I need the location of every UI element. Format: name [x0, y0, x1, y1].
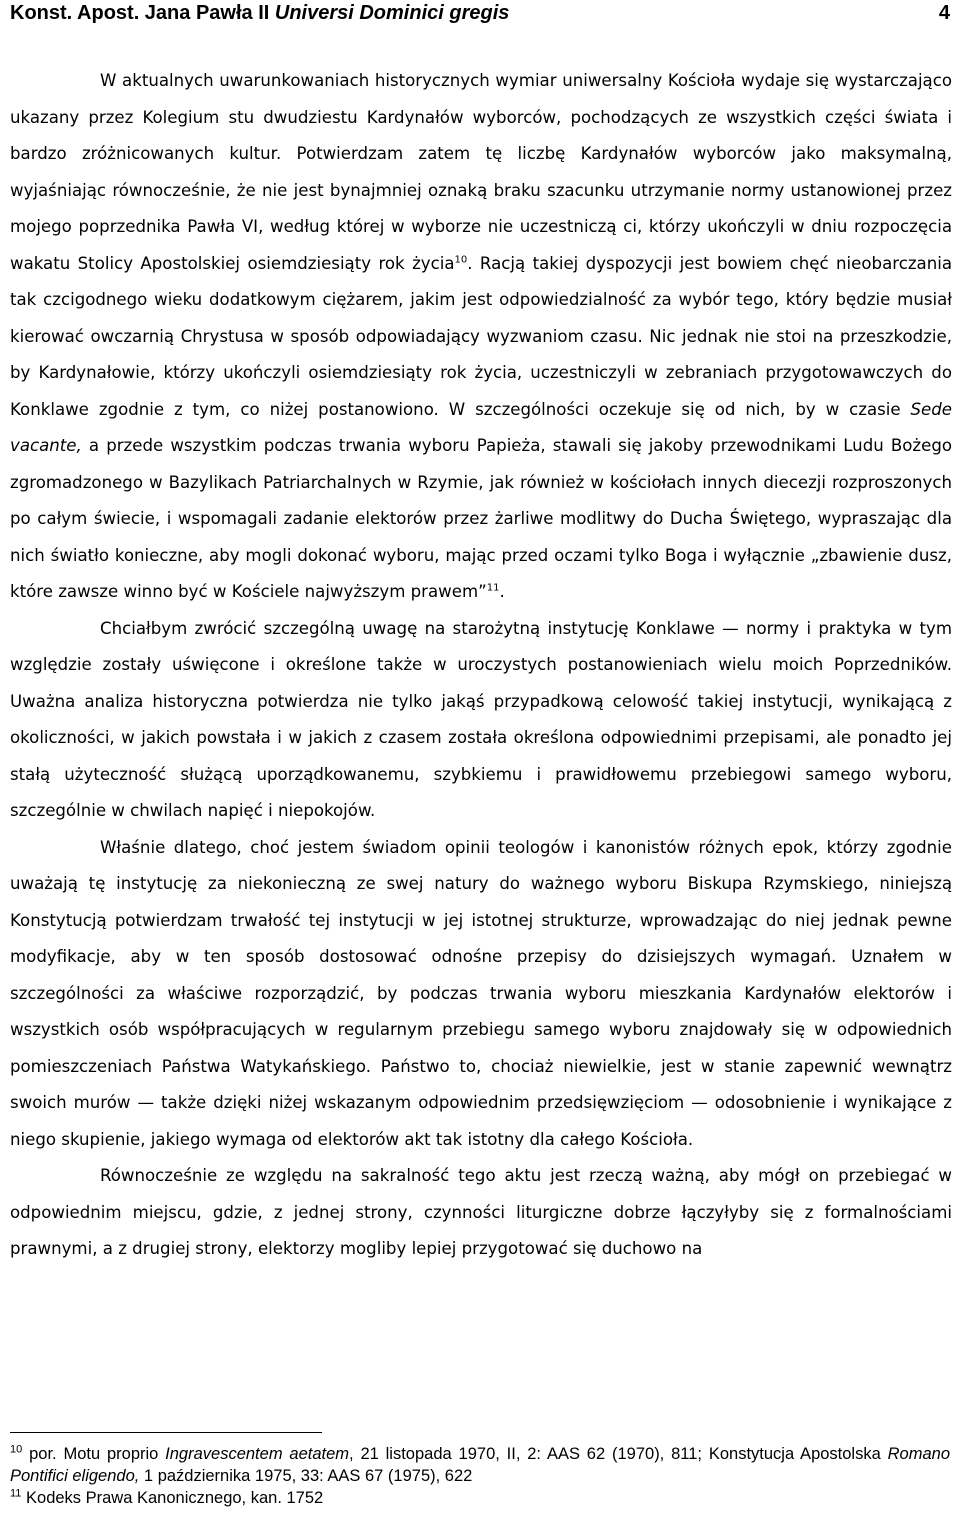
- text-run: por. Motu proprio: [22, 1445, 166, 1463]
- header-prefix: Konst. Apost. Jana Pawła II: [10, 1, 275, 24]
- text-run: , 21 listopada 1970, II, 2: AAS 62 (1970), 811; Konstytucja Apostolska: [349, 1445, 888, 1463]
- body-text: [10, 63, 952, 1268]
- text-run: .: [499, 582, 505, 601]
- footnote-number: 11: [10, 1487, 22, 1500]
- italic-text: Ingravescentem aetatem: [165, 1445, 350, 1463]
- header-title: [10, 2, 509, 25]
- paragraph: [10, 611, 952, 830]
- text-run: 1 października 1975, 33: AAS 67 (1975), 622: [139, 1467, 473, 1485]
- page-number: 4: [938, 1, 950, 24]
- italic-text: Romano Pontifici eligendo,: [10, 1445, 950, 1485]
- text-run: W aktualnych uwarunkowaniach historycznych wymiar uniwersalny Kościoła wydaje się wystarczająco ukazany przez Kolegium stu dwudziestu Kardynałów wyborców, pochodzących ze wszystkich części świata i bardzo zróżnicowanych kultur. Potwierdzam zatem tę liczbę Kardynałów wyborców jako maksymalną, wyjaśniając równocześnie, że nie jest bynajmniej oznaką braku szacunku utrzymanie normy ustanowionej przez mojego poprzednika Pawła VI, według której w wyborze nie uczestniczą ci, którzy ukończyli w dniu rozpoczęcia wakatu Stolicy Apostolskiej osiemdziesiąty rok życia: [10, 71, 952, 273]
- text-run: Właśnie dlatego, choć jestem świadom opinii teologów i kanonistów różnych epok, którzy zgodnie uważają tę instytucję za niekonieczną ze swej natury do ważnego wyboru Biskupa Rzymskiego, niniejszą Konstytucją potwierdzam trwałość tej instytucji w jej istotnej strukturze, wprowadzając do niej jednak pewne modyfikacje, aby w ten sposób dostosować odnośne przepisy do dzisiejszych wymagań. Uznałem w szczególności za właściwe rozporządzić, by podczas trwania wyboru mieszkania Kardynałów elektorów i wszystkich osób współpracujących w regularnym przebiegu samego wyboru znajdowały się w odpowiednich pomieszczeniach Państwa Watykańskiego. Państwo to, chociaż niewielkie, jest w stanie zapewnić wewnątrz swoich murów — także dzięki niżej wskazanym odpowiednim przedsięwzięciom — odosobnienie i wynikające z niego skupienie, jakiego wymaga od elektorów akt tak istotny dla całego Kościoła.: [10, 837, 952, 1149]
- paragraph: [10, 1158, 952, 1268]
- footnotes: [10, 1443, 950, 1509]
- footnote-reference: 10: [454, 253, 468, 265]
- footnote: [10, 1443, 950, 1487]
- text-run: Równocześnie ze względu na sakralność tego aktu jest rzeczą ważną, aby mógł on przebiegać w odpowiednim miejscu, gdzie, z jednej strony, czynności liturgiczne dobrze łączyłyby się z formalnościami prawnymi, a z drugiej strony, elektorzy mogliby lepiej przygotować się duchowo na: [10, 1166, 952, 1258]
- header-title-italic: Universi Dominici gregis: [274, 1, 510, 24]
- italic-text: Sede vacante,: [10, 399, 952, 455]
- footnote: [10, 1487, 950, 1509]
- footnote-reference: 11: [486, 582, 500, 594]
- footnote-divider: [10, 1432, 322, 1433]
- paragraph: [10, 830, 952, 1159]
- page-header: [10, 0, 950, 26]
- text-run: Kodeks Prawa Kanonicznego, kan. 1752: [21, 1489, 324, 1507]
- paragraph: [10, 63, 952, 611]
- text-run: a przede wszystkim podczas trwania wyboru Papieża, stawali się jakoby przewodnikami Ludu Bożego zgromadzonego w Bazylikach Patriarchalnych w Rzymie, jak również w kościołach innych diecezji rozproszonych po całym świecie, i wspomagali zadanie elektorów przez żarliwe modlitwy do Ducha Świętego, wypraszając dla nich światło konieczne, aby mogli dokonać wyboru, mając przed oczami tylko Boga i wyłącznie „zbawienie dusz, które zawsze winno być w Kościele najwyższym prawem”: [10, 436, 952, 601]
- text-run: . Racją takiej dyspozycji jest bowiem chęć nieobarczania tak czcigodnego wieku dodatkowym ciężarem, jakim jest odpowiedzialność za wybór tego, który będzie musiał kierować owczarnią Chrystusa w sposób odpowiadający wyzwaniom czasu. Nic jednak nie stoi na przeszkodzie, by Kardynałowie, którzy ukończyli osiemdziesiąty rok życia, uczestniczyli w zebraniach przygotowawczych do Konklawe zgodnie z tym, co niżej postanowiono. W szczególności oczekuje się od nich, by w czasie: [10, 253, 952, 419]
- text-run: Chciałbym zwrócić szczególną uwagę na starożytną instytucję Konklawe — normy i praktyka w tym względzie zostały uświęcone i określone także w uroczystych postanowieniach wielu moich Poprzedników. Uważna analiza historyczna potwierdza nie tylko jakąś przypadkową celowość takiej instytucji, wynikającą z okoliczności, w jakich powstała i w jakich z czasem została określona odpowiednimi przepisami, ale ponadto jej stałą użyteczność służącą uporządkowanemu, szybkiemu i prawidłowemu przebiegowi samego wyboru, szczególnie w chwilach napięć i niepokojów.: [10, 618, 952, 820]
- footnote-number: 10: [10, 1443, 23, 1456]
